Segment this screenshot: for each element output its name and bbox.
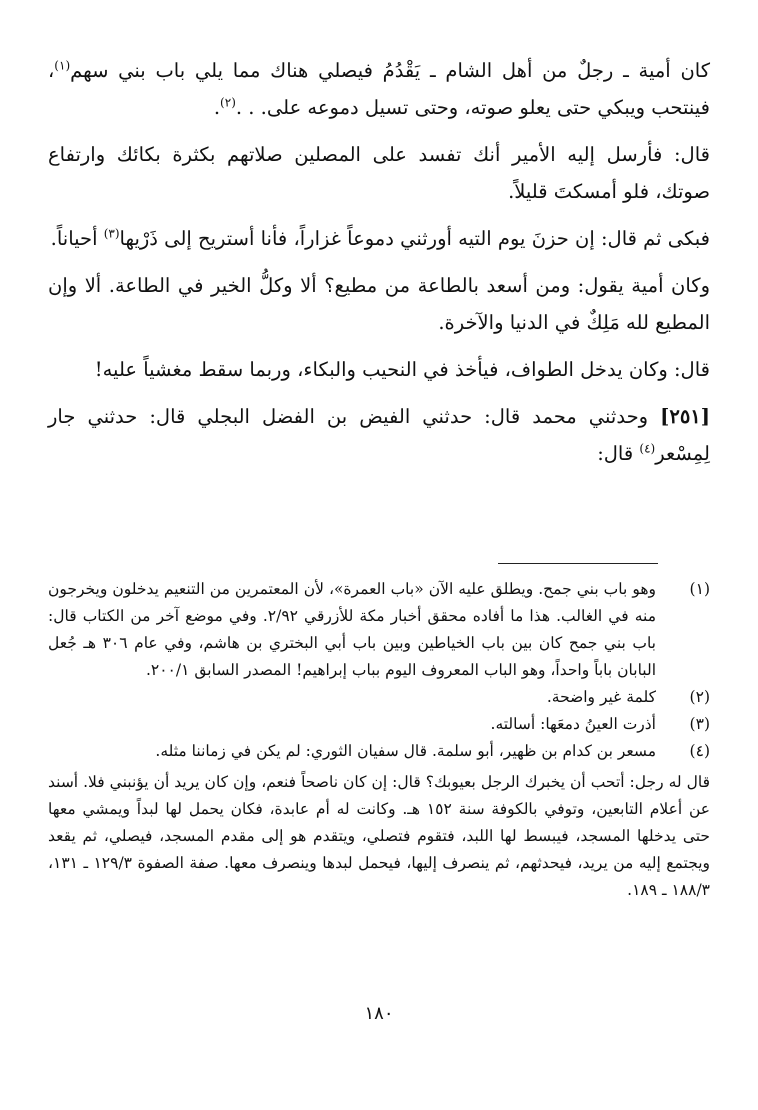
- paragraph: [48, 136, 710, 210]
- footnote-separator: [498, 563, 658, 564]
- footnote: [48, 684, 710, 711]
- footnote-number: (١): [689, 580, 710, 598]
- paragraph-text: فبكى ثم قال: إن حزنَ يوم التيه أورثني دموعاً غزاراً، فأنا أستريح إلى ذَرْيها: [119, 227, 710, 250]
- paragraph: [48, 398, 710, 472]
- footnote-reference[interactable]: (١): [54, 58, 71, 73]
- paragraph-text: قال: فأرسل إليه الأمير أنك تفسد على المصلين صلاتهم بكثرة بكائك وارتفاع صوتك، فلو أمسكتَ قليلاً.: [48, 143, 710, 203]
- footnote-number: (٢): [689, 688, 710, 706]
- footnote-number: (٤): [689, 742, 710, 760]
- paragraph-text: قال:: [597, 442, 640, 465]
- paragraph-text: ، فينتحب ويبكي حتى يعلو صوته، وحتى تسيل دموعه على. . .: [48, 59, 710, 119]
- paragraph-text: وكان أمية يقول: ومن أسعد بالطاعة من مطيع؟ ألا وكلُّ الخير في الطاعة. ألا وإن المطيع لله مَلِكٌ في الدنيا والآخرة.: [48, 274, 710, 334]
- footnote: [48, 711, 710, 738]
- paragraph-text: قال: وكان يدخل الطواف، فيأخذ في النحيب والبكاء، وربما سقط مغشياً عليه!: [94, 358, 710, 381]
- footnote-reference[interactable]: (٣): [103, 226, 120, 241]
- footnote-text: كلمة غير واضحة.: [546, 688, 656, 706]
- paragraph: [48, 267, 710, 341]
- paragraph: [48, 52, 710, 126]
- footnote-text: أذرت العينُ دمعَها: أسالته.: [490, 715, 656, 733]
- report-number: [٢٥١]: [660, 405, 710, 428]
- footnotes: [48, 576, 710, 904]
- footnote: [48, 738, 710, 765]
- footnote-text: مسعر بن كدام بن ظهير، أبو سلمة. قال سفيان الثوري: لم يكن في زماننا مثله.: [155, 742, 656, 760]
- paragraph-text: أحياناً.: [50, 227, 104, 250]
- paragraph-text: وحدثني محمد قال: حدثني الفيض بن الفضل البجلي قال: حدثني جار لِمِسْعر: [48, 405, 710, 465]
- page-number: ١٨٠: [364, 1003, 394, 1024]
- footnote-reference[interactable]: (٢): [220, 95, 236, 110]
- paragraph-text: كان أمية ـ رجلٌ من أهل الشام ـ يَقْدُمُ فيصلي هناك مما يلي باب بني سهم: [70, 59, 710, 82]
- footnote-continuation: قال له رجل: أتحب أن يخبرك الرجل بعيوبك؟ قال: إن كان ناصحاً فنعم، وإن كان يريد أن يؤنبني فلا. أسند عن أعلام التابعين، وتوفي بالكوفة سنة ١٥٢ هـ. وكانت له أم عابدة، فكان يحمل لها لبداً ويمشي معها حتى يدخلها المسجد، فيبسط لها اللبد، فتقوم فتصلي، ويتقدم هو إلى مقدم المسجد، فيصلي، ثم يقعد ويجتمع إليه من يريد، فيحدثهم، ثم ينصرف إليها، فيحمل لبدها وينصرف معها. صفة الصفوة ١٢٩/٣ ـ ١٣١، ١٨٨/٣ ـ ١٨٩.: [48, 773, 710, 899]
- footnote: [48, 576, 710, 684]
- paragraph-text: .: [213, 96, 221, 119]
- paragraph: [48, 220, 710, 257]
- paragraph: [48, 351, 710, 388]
- footnote-number: (٣): [689, 715, 710, 733]
- footnote-reference[interactable]: (٤): [639, 441, 656, 456]
- footnote-text: وهو باب بني جمح. ويطلق عليه الآن «باب العمرة»، لأن المعتمرين من التنعيم يدخلون ويخرجون منه في الغالب. هذا ما أفاده محقق أخبار مكة للأزرقي ٢/٩٢. وفي موضع آخر من الكتاب قال: باب بني جمح كان بين باب الخياطين وبين باب أبي البختري بن هاشم، وفي عام ٣٠٦ هـ جُعل البابان باباً واحداً، وهو الباب المعروف اليوم بباب إبراهيم! المصدر السابق ٢٠٠/١.: [48, 580, 657, 679]
